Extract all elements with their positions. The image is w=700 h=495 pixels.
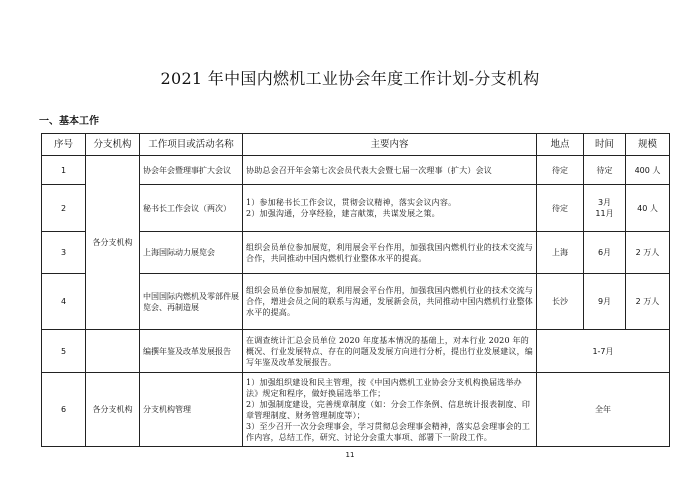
- scale-cell: 400 人: [626, 156, 670, 185]
- table-row: [42, 330, 670, 373]
- branch-cell: 各分支机构: [86, 156, 140, 330]
- time-line: 11月: [595, 209, 614, 218]
- item-name: 秘书长工作会议（两次）: [140, 185, 243, 232]
- row-number: 3: [42, 232, 86, 274]
- header-place: 地点: [537, 134, 584, 156]
- row-number: 1: [42, 156, 86, 185]
- row-number: 6: [42, 373, 86, 447]
- content-line: 在调查统计汇总会员单位 2020 年度基本情况的基础上，对本行业 2020 年的概况、行业发展特点、存在的问题及发展方向进行分析，提出行业发展建议，编写年鉴及改革发展报告。: [246, 335, 533, 367]
- item-content: [243, 373, 537, 447]
- content-line: 1）加强组织建设和民主管理，按《中国内燃机工业协会分支机构换届选举办法》规定和程序，做好换届选举工作；: [246, 377, 522, 398]
- header-branch: 分支机构: [86, 134, 140, 156]
- time-cell: 待定: [584, 156, 626, 185]
- scale-cell: 2 万人: [626, 274, 670, 330]
- item-name: 协会年会暨理事扩大会议: [140, 156, 243, 185]
- item-name: 编撰年鉴及改革发展报告: [140, 330, 243, 373]
- document-title: 2021 年中国内燃机工业协会年度工作计划-分支机构: [160, 69, 540, 88]
- time-cell: 9月: [584, 274, 626, 330]
- content-line: 2）加强沟通，分享经验，建言献策，共谋发展之策。: [246, 209, 440, 218]
- place-cell: 待定: [537, 185, 584, 232]
- time-line: 3月: [597, 198, 612, 207]
- header-no: 序号: [42, 134, 86, 156]
- item-content: [243, 156, 537, 185]
- section-heading: 一、基本工作: [39, 116, 99, 127]
- row-number: 4: [42, 274, 86, 330]
- item-content: [243, 330, 537, 373]
- content-line: 组织会员单位参加展览，利用展会平台作用，加强我国内燃机行业的技术交流与合作，共同推动中国内燃机行业整体水平的提高。: [246, 242, 533, 263]
- item-content: [243, 232, 537, 274]
- content-line: 1）参加秘书长工作会议，贯彻会议精神，落实会议内容。: [246, 198, 457, 207]
- place-cell: 长沙: [537, 274, 584, 330]
- content-line: 2）加强制度建设，完善规章制度（如：分会工作条例、信息统计报表制度、印章管理制度、财务管理制度等）；: [246, 399, 531, 420]
- item-name: 分支机构管理: [140, 373, 243, 447]
- header-scale: 规模: [626, 134, 670, 156]
- work-plan-table: [41, 133, 670, 447]
- time-cell: 6月: [584, 232, 626, 274]
- merged-time-cell: 全年: [537, 373, 670, 447]
- item-content: [243, 274, 537, 330]
- table-row: [42, 373, 670, 447]
- table-header-row: [42, 134, 670, 156]
- place-cell: 上海: [537, 232, 584, 274]
- merged-time-cell: 1-7月: [537, 330, 670, 373]
- header-item: 工作项目或活动名称: [140, 134, 243, 156]
- item-name: 中国国际内燃机及零部件展览会、再制造展: [140, 274, 243, 330]
- page-number: 11: [345, 451, 355, 459]
- content-line: 3）至少召开一次分会理事会，学习贯彻总会理事会精神，落实总会理事会的工作内容，总结工作，研究、讨论分会重大事项、部署下一阶段工作。: [246, 421, 531, 442]
- table-row: [42, 156, 670, 185]
- row-number: 5: [42, 330, 86, 373]
- item-content: [243, 185, 537, 232]
- place-cell: 待定: [537, 156, 584, 185]
- row-number: 2: [42, 185, 86, 232]
- scale-cell: 2 万人: [626, 232, 670, 274]
- item-name: 上海国际动力展览会: [140, 232, 243, 274]
- content-line: 协助总会召开年会第七次会员代表大会暨七届一次理事（扩大）会议: [246, 165, 492, 175]
- header-content: 主要内容: [243, 134, 537, 156]
- content-line: 组织会员单位参加展览，利用展会平台作用，加强我国内燃机行业的技术交流与合作，增进会员之间的联系与沟通，发展新会员，共同推动中国内燃机行业整体水平的提高。: [246, 286, 533, 317]
- header-time: 时间: [584, 134, 626, 156]
- branch-cell-empty: [86, 330, 140, 373]
- scale-cell: 40 人: [626, 185, 670, 232]
- branch-cell: 各分支机构: [86, 373, 140, 447]
- time-cell: [584, 185, 626, 232]
